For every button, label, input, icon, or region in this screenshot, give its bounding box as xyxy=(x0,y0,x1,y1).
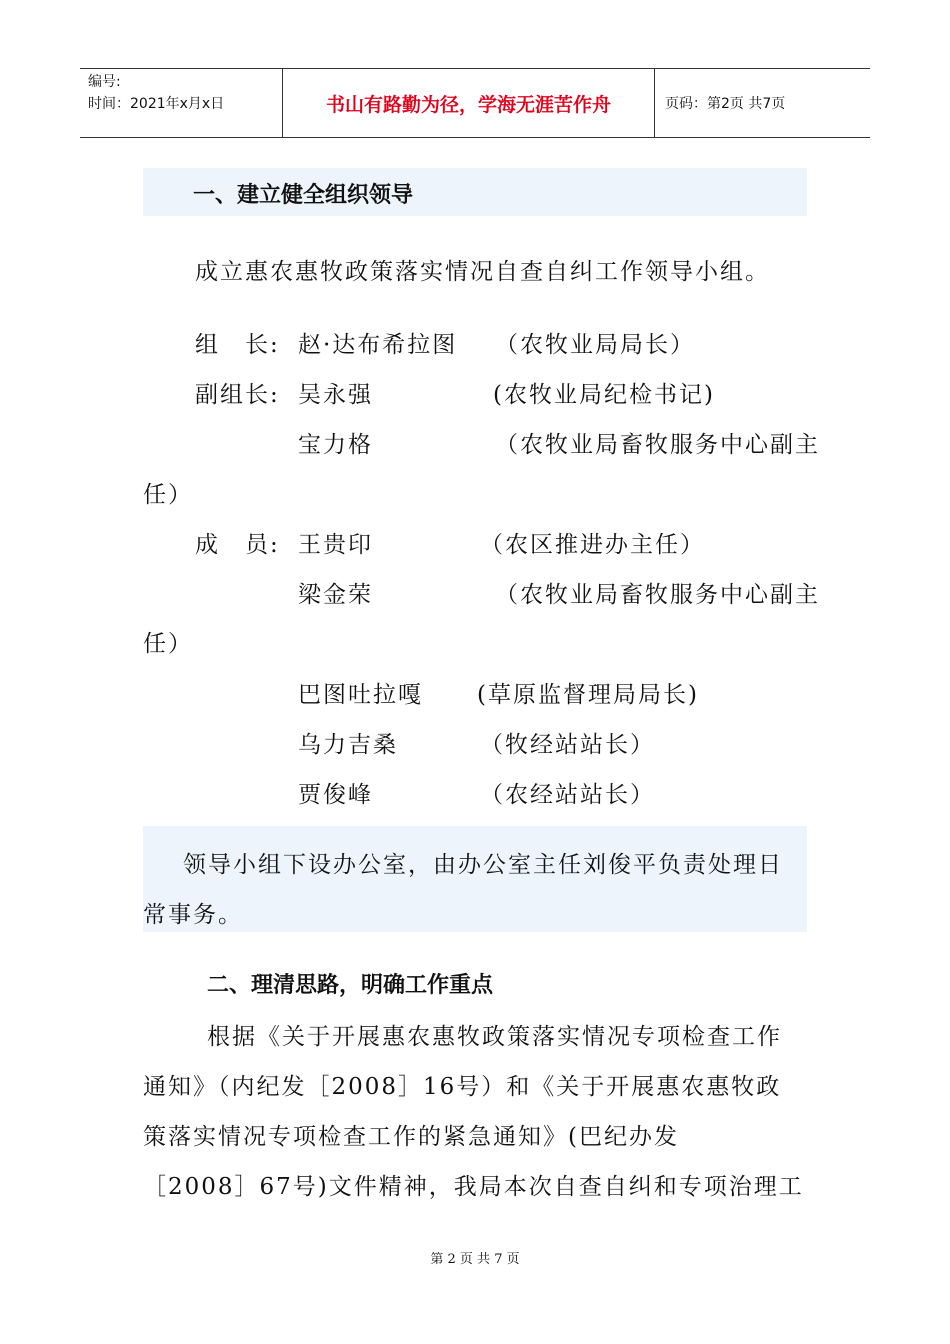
member1-title: （农区推进办主任） xyxy=(480,532,705,558)
member3-name: 巴图吐拉嘎 xyxy=(298,682,423,708)
section2-line3: 策落实情况专项检查工作的紧急通知》(巴纪办发 xyxy=(143,1124,679,1150)
page-header xyxy=(80,68,870,138)
section2-heading: 二、理清思路，明确工作重点 xyxy=(207,973,494,998)
leader-role: 组 长: xyxy=(195,332,280,358)
member2-title: （农牧业局畜牧服务中心副主 xyxy=(495,582,820,608)
member5-name: 贾俊峰 xyxy=(298,782,373,808)
section1-heading: 一、建立健全组织领导 xyxy=(193,183,414,208)
leader-name: 赵·达布希拉图 xyxy=(298,332,458,358)
member3-title: (草原监督理局局长) xyxy=(477,682,699,708)
member5-title: （农经站站长） xyxy=(480,782,655,808)
section2-line2: 通知》（内纪发［2008］16号）和《关于开展惠农惠牧政 xyxy=(143,1074,782,1100)
section2-line4: ［2008］67号)文件精神，我局本次自查自纠和专项治理工 xyxy=(143,1174,804,1200)
deputy1-title: (农牧业局纪检书记) xyxy=(493,382,715,408)
member2-title-cont: 任） xyxy=(143,631,193,657)
member4-title: （牧经站站长） xyxy=(480,732,655,758)
member-role: 成 员: xyxy=(195,532,280,558)
time-label: 时间：2021年x月x日 xyxy=(88,96,225,112)
deputy-role: 副组长: xyxy=(195,382,280,408)
member2-name: 梁金荣 xyxy=(298,582,373,608)
page-footer: 第 2 页 共 7 页 xyxy=(430,1252,520,1267)
deputy1-name: 吴永强 xyxy=(298,382,373,408)
office-line2: 常事务。 xyxy=(143,902,243,928)
section1-intro: 成立惠农惠牧政策落实情况自查自纠工作领导小组。 xyxy=(195,259,770,285)
leader-title: （农牧业局局长） xyxy=(495,332,695,358)
member1-name: 王贵印 xyxy=(298,532,373,558)
deputy2-title: （农牧业局畜牧服务中心副主 xyxy=(495,432,820,458)
office-line1: 领导小组下设办公室，由办公室主任刘俊平负责处理日 xyxy=(183,852,783,878)
section2-line1: 根据《关于开展惠农惠牧政策落实情况专项检查工作 xyxy=(207,1024,782,1050)
header-motto: 书山有路勤为径，学海无涯苦作舟 xyxy=(283,69,655,137)
header-meta xyxy=(80,69,283,137)
member4-name: 乌力吉桑 xyxy=(298,732,398,758)
number-label: 编号: xyxy=(88,74,121,90)
deputy2-title-cont: 任） xyxy=(143,482,193,508)
deputy2-name: 宝力格 xyxy=(298,432,373,458)
header-page-info: 页码：第2页 共7页 xyxy=(665,96,786,112)
